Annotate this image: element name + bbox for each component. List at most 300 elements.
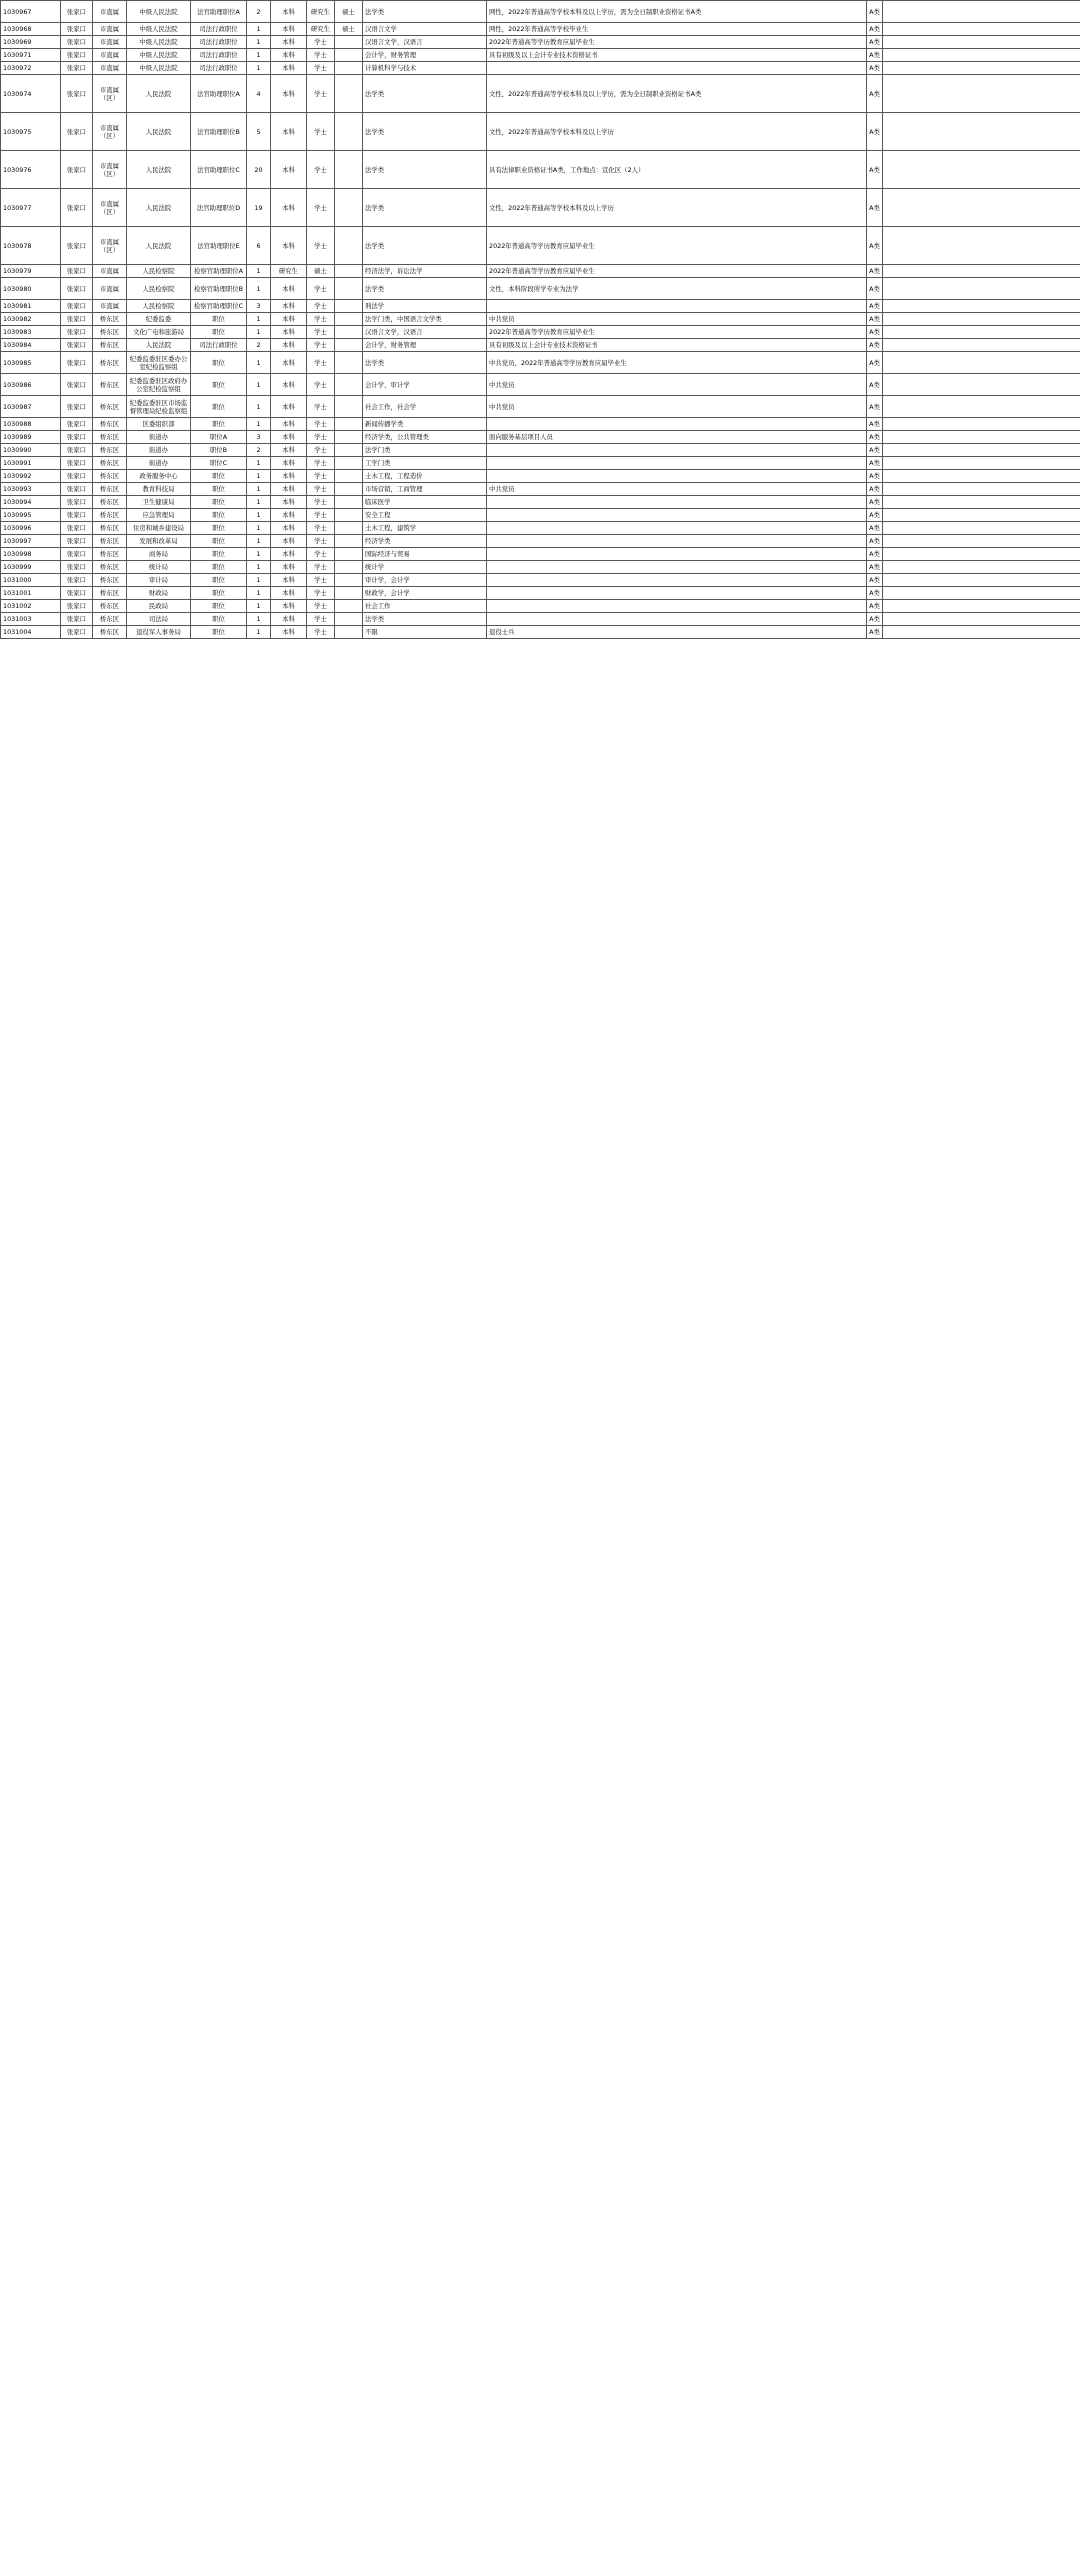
- table-cell: [335, 522, 363, 535]
- table-cell-empty: [883, 626, 1080, 639]
- table-cell: 桥东区: [93, 374, 127, 396]
- table-cell: 1031000: [1, 574, 61, 587]
- table-cell: 文化广电和旅游局: [127, 326, 191, 339]
- table-cell: 司法局: [127, 613, 191, 626]
- table-cell: 1: [247, 326, 271, 339]
- table-cell: A类: [867, 522, 883, 535]
- table-cell: 职位: [191, 613, 247, 626]
- table-cell: 学士: [307, 75, 335, 113]
- table-cell: 本科: [271, 113, 307, 151]
- table-cell: 审计学，会计学: [363, 574, 487, 587]
- table-cell: 市直属（区）: [93, 151, 127, 189]
- table-cell: 19: [247, 189, 271, 227]
- table-cell: 社会工作: [363, 600, 487, 613]
- table-cell: 学士: [307, 600, 335, 613]
- table-cell-empty: [883, 75, 1080, 113]
- table-cell: [335, 496, 363, 509]
- table-cell: 会计学，财务管理: [363, 49, 487, 62]
- table-cell: 张家口: [61, 1, 93, 23]
- table-cell: 中级人民法院: [127, 23, 191, 36]
- table-cell: A类: [867, 62, 883, 75]
- table-cell: 1030969: [1, 36, 61, 49]
- table-cell: 人民法院: [127, 227, 191, 265]
- table-cell-empty: [883, 265, 1080, 278]
- table-cell: [487, 587, 867, 600]
- table-cell: 硕士: [335, 23, 363, 36]
- table-cell: 中共党员，2022年普通高等学历教育应届毕业生: [487, 352, 867, 374]
- table-cell: [487, 548, 867, 561]
- table-cell: 商务局: [127, 548, 191, 561]
- table-cell: A类: [867, 313, 883, 326]
- table-cell: A类: [867, 374, 883, 396]
- table-cell: [335, 313, 363, 326]
- table-cell: 纪委监委驻区市场监督管理局纪检监察组: [127, 396, 191, 418]
- table-cell: A类: [867, 151, 883, 189]
- table-cell: 张家口: [61, 561, 93, 574]
- table-cell: 张家口: [61, 189, 93, 227]
- table-cell: 1: [247, 600, 271, 613]
- table-cell: 人民检察院: [127, 265, 191, 278]
- table-cell: [487, 457, 867, 470]
- table-cell: [335, 418, 363, 431]
- table-cell: 1: [247, 509, 271, 522]
- table-cell: 本科: [271, 548, 307, 561]
- table-cell: 学士: [307, 535, 335, 548]
- table-cell: 桥东区: [93, 522, 127, 535]
- table-cell: 1: [247, 352, 271, 374]
- table-cell: 1: [247, 418, 271, 431]
- table-cell: 市直属: [93, 49, 127, 62]
- table-cell: 法官助理职位E: [191, 227, 247, 265]
- table-cell: 本科: [271, 339, 307, 352]
- table-cell: 1030987: [1, 396, 61, 418]
- table-cell: 职位: [191, 374, 247, 396]
- table-cell-empty: [883, 396, 1080, 418]
- table-cell: [487, 574, 867, 587]
- table-cell: 司法行政职位: [191, 62, 247, 75]
- table-cell: 1030968: [1, 23, 61, 36]
- table-cell: 学士: [307, 278, 335, 300]
- table-cell: 1: [247, 587, 271, 600]
- table-cell-empty: [883, 561, 1080, 574]
- table-cell: [487, 509, 867, 522]
- table-row: [1, 265, 1080, 278]
- table-cell: 法学类: [363, 1, 487, 23]
- table-cell: 发展和改革局: [127, 535, 191, 548]
- table-cell: 张家口: [61, 535, 93, 548]
- table-cell: 20: [247, 151, 271, 189]
- table-cell: 学士: [307, 352, 335, 374]
- table-cell: 司法行政职位: [191, 36, 247, 49]
- table-cell-empty: [883, 496, 1080, 509]
- table-cell: 桥东区: [93, 535, 127, 548]
- table-cell: 土木工程，工程造价: [363, 470, 487, 483]
- table-cell: 1: [247, 265, 271, 278]
- table-cell: 张家口: [61, 522, 93, 535]
- table-cell: 本科: [271, 613, 307, 626]
- table-cell: 张家口: [61, 151, 93, 189]
- table-cell: A类: [867, 265, 883, 278]
- table-cell: 桥东区: [93, 396, 127, 418]
- table-cell: 1030997: [1, 535, 61, 548]
- table-cell: 法学类: [363, 613, 487, 626]
- table-row: [1, 600, 1080, 613]
- table-cell: 张家口: [61, 278, 93, 300]
- table-cell: 桥东区: [93, 339, 127, 352]
- table-cell: 张家口: [61, 36, 93, 49]
- table-cell: 统计局: [127, 561, 191, 574]
- table-cell: [335, 265, 363, 278]
- table-cell: [335, 189, 363, 227]
- table-row: [1, 113, 1080, 151]
- table-cell-empty: [883, 352, 1080, 374]
- table-row: [1, 151, 1080, 189]
- table-cell: 街道办: [127, 431, 191, 444]
- table-cell: 桥东区: [93, 470, 127, 483]
- table-cell-empty: [883, 278, 1080, 300]
- table-cell-empty: [883, 548, 1080, 561]
- table-cell: 桥东区: [93, 574, 127, 587]
- table-cell: 张家口: [61, 483, 93, 496]
- table-cell: 张家口: [61, 626, 93, 639]
- table-cell: 中级人民法院: [127, 62, 191, 75]
- table-cell: 5: [247, 113, 271, 151]
- table-cell: 1031001: [1, 587, 61, 600]
- table-cell: 人民检察院: [127, 278, 191, 300]
- table-cell: 法官助理职位B: [191, 113, 247, 151]
- table-cell: 学士: [307, 113, 335, 151]
- table-row: [1, 483, 1080, 496]
- table-cell: 1030976: [1, 151, 61, 189]
- table-cell: 网性，2022年普通高等学校毕业生: [487, 23, 867, 36]
- table-cell: 会计学，财务管理: [363, 339, 487, 352]
- table-cell: 法官助理职位C: [191, 151, 247, 189]
- table-cell: [335, 151, 363, 189]
- table-cell: 中共党员: [487, 396, 867, 418]
- table-cell: A类: [867, 36, 883, 49]
- table-cell: 1: [247, 613, 271, 626]
- table-row: [1, 535, 1080, 548]
- table-cell: 人民法院: [127, 189, 191, 227]
- table-cell: 1: [247, 626, 271, 639]
- table-row: [1, 522, 1080, 535]
- table-cell: [335, 113, 363, 151]
- table-cell-empty: [883, 1, 1080, 23]
- table-body: [1, 1, 1080, 639]
- table-cell: 学士: [307, 509, 335, 522]
- table-cell-empty: [883, 522, 1080, 535]
- table-cell: 桥东区: [93, 587, 127, 600]
- table-cell: 具有初级及以上会计专业技术资格证书: [487, 339, 867, 352]
- table-cell: 学士: [307, 457, 335, 470]
- table-cell: 不限: [363, 626, 487, 639]
- table-row: [1, 626, 1080, 639]
- table-cell: 本科: [271, 23, 307, 36]
- table-cell: 新闻传播学类: [363, 418, 487, 431]
- table-cell: 市直属（区）: [93, 189, 127, 227]
- table-cell: [487, 300, 867, 313]
- table-cell-empty: [883, 483, 1080, 496]
- table-cell: 1030991: [1, 457, 61, 470]
- table-cell-empty: [883, 600, 1080, 613]
- table-cell: 1030974: [1, 75, 61, 113]
- table-cell-empty: [883, 300, 1080, 313]
- table-row: [1, 457, 1080, 470]
- table-cell: 学士: [307, 396, 335, 418]
- table-cell: 张家口: [61, 339, 93, 352]
- table-cell: 法官助理职位A: [191, 1, 247, 23]
- table-cell: 市场营销，工商管理: [363, 483, 487, 496]
- table-cell: 文性，本科阶段所学专业为法学: [487, 278, 867, 300]
- table-cell: 职位: [191, 574, 247, 587]
- table-row: [1, 49, 1080, 62]
- table-cell: 1: [247, 62, 271, 75]
- table-cell: 中共党员: [487, 483, 867, 496]
- table-cell: 市直属: [93, 23, 127, 36]
- table-cell: [487, 470, 867, 483]
- table-cell: 1030979: [1, 265, 61, 278]
- table-cell: A类: [867, 574, 883, 587]
- table-cell: 法官助理职位D: [191, 189, 247, 227]
- table-cell: A类: [867, 600, 883, 613]
- table-cell: 法学门类，中国语言文学类: [363, 313, 487, 326]
- table-cell: [335, 75, 363, 113]
- table-cell: [335, 227, 363, 265]
- table-cell: 计算机科学与技术: [363, 62, 487, 75]
- table-cell: 学士: [307, 36, 335, 49]
- table-row: [1, 587, 1080, 600]
- table-cell: 法学类: [363, 75, 487, 113]
- table-cell: 纪委监委: [127, 313, 191, 326]
- table-cell: 1: [247, 574, 271, 587]
- table-cell: 本科: [271, 444, 307, 457]
- table-cell: 1030983: [1, 326, 61, 339]
- table-cell-empty: [883, 574, 1080, 587]
- table-cell: 本科: [271, 227, 307, 265]
- table-cell: 学士: [307, 587, 335, 600]
- table-cell: 市直属: [93, 62, 127, 75]
- table-row: [1, 496, 1080, 509]
- table-row: [1, 339, 1080, 352]
- table-row: [1, 561, 1080, 574]
- table-cell: A类: [867, 49, 883, 62]
- table-cell: A类: [867, 352, 883, 374]
- table-cell: 中级人民法院: [127, 36, 191, 49]
- table-cell: 1031002: [1, 600, 61, 613]
- table-cell: 法官助理职位A: [191, 75, 247, 113]
- table-cell: 审计局: [127, 574, 191, 587]
- table-cell: A类: [867, 496, 883, 509]
- table-cell: A类: [867, 326, 883, 339]
- table-cell: 学士: [307, 561, 335, 574]
- table-cell: A类: [867, 418, 883, 431]
- table-cell: 职位: [191, 522, 247, 535]
- table-cell: 桥东区: [93, 509, 127, 522]
- table-cell: [487, 561, 867, 574]
- table-cell: 1030967: [1, 1, 61, 23]
- table-cell: 张家口: [61, 548, 93, 561]
- table-cell: A类: [867, 561, 883, 574]
- table-cell: [335, 574, 363, 587]
- table-cell: A类: [867, 431, 883, 444]
- table-cell: 经济学类: [363, 535, 487, 548]
- table-cell: 文性，2022年普通高等学校本科及以上学历: [487, 113, 867, 151]
- table-row: [1, 352, 1080, 374]
- table-cell: [487, 613, 867, 626]
- table-row: [1, 75, 1080, 113]
- table-cell: 1030998: [1, 548, 61, 561]
- table-cell: 统计学: [363, 561, 487, 574]
- table-cell: 汉语言文学: [363, 23, 487, 36]
- table-cell: A类: [867, 626, 883, 639]
- table-cell: 法学类: [363, 151, 487, 189]
- table-cell: 1: [247, 496, 271, 509]
- table-cell: A类: [867, 189, 883, 227]
- table-cell: 职位C: [191, 457, 247, 470]
- table-cell: 本科: [271, 151, 307, 189]
- table-cell: 本科: [271, 75, 307, 113]
- table-cell: 1: [247, 36, 271, 49]
- table-cell: 本科: [271, 396, 307, 418]
- table-cell: 本科: [271, 189, 307, 227]
- table-cell: [335, 49, 363, 62]
- table-cell: 学士: [307, 189, 335, 227]
- table-cell: 1030989: [1, 431, 61, 444]
- table-cell: 本科: [271, 483, 307, 496]
- table-cell-empty: [883, 613, 1080, 626]
- table-cell: 张家口: [61, 418, 93, 431]
- table-cell: 桥东区: [93, 352, 127, 374]
- table-cell: 张家口: [61, 300, 93, 313]
- table-cell: 本科: [271, 496, 307, 509]
- table-cell: 学士: [307, 374, 335, 396]
- table-cell: 教育科技局: [127, 483, 191, 496]
- table-cell: 研究生: [271, 265, 307, 278]
- table-cell: 张家口: [61, 265, 93, 278]
- table-cell: 3: [247, 300, 271, 313]
- table-cell: 1: [247, 374, 271, 396]
- table-cell: [335, 561, 363, 574]
- table-cell: 街道办: [127, 444, 191, 457]
- table-cell: 1: [247, 457, 271, 470]
- table-cell: 张家口: [61, 470, 93, 483]
- table-cell: 1030986: [1, 374, 61, 396]
- table-cell: 职位B: [191, 444, 247, 457]
- table-cell: 张家口: [61, 49, 93, 62]
- table-cell: 学士: [307, 483, 335, 496]
- table-cell-empty: [883, 151, 1080, 189]
- table-cell: 学士: [307, 418, 335, 431]
- table-cell: A类: [867, 278, 883, 300]
- table-cell: 本科: [271, 374, 307, 396]
- table-cell: 学士: [307, 522, 335, 535]
- table-cell: [335, 600, 363, 613]
- table-cell: A类: [867, 300, 883, 313]
- table-cell: 人民法院: [127, 151, 191, 189]
- table-cell: 2022年普通高等学历教育应届毕业生: [487, 265, 867, 278]
- table-cell: A类: [867, 339, 883, 352]
- table-cell: 张家口: [61, 613, 93, 626]
- table-row: [1, 326, 1080, 339]
- table-row: [1, 227, 1080, 265]
- table-cell: [487, 496, 867, 509]
- table-cell: 1030981: [1, 300, 61, 313]
- table-cell-empty: [883, 374, 1080, 396]
- table-row: [1, 1, 1080, 23]
- table-cell: 职位: [191, 326, 247, 339]
- table-cell: 2: [247, 339, 271, 352]
- table-cell: 人民法院: [127, 75, 191, 113]
- table-cell: 1: [247, 548, 271, 561]
- table-cell: 本科: [271, 600, 307, 613]
- table-cell: 本科: [271, 278, 307, 300]
- table-cell: 1030977: [1, 189, 61, 227]
- table-cell: 刑法学: [363, 300, 487, 313]
- table-row: [1, 313, 1080, 326]
- table-cell: A类: [867, 444, 883, 457]
- table-cell: [335, 374, 363, 396]
- table-cell: 4: [247, 75, 271, 113]
- table-cell: 1: [247, 470, 271, 483]
- table-cell: 张家口: [61, 444, 93, 457]
- table-cell: 桥东区: [93, 600, 127, 613]
- table-cell-empty: [883, 113, 1080, 151]
- table-cell: [335, 548, 363, 561]
- table-cell-empty: [883, 431, 1080, 444]
- table-cell: 1: [247, 49, 271, 62]
- table-cell: 1: [247, 522, 271, 535]
- table-cell: [335, 352, 363, 374]
- table-cell: 1030984: [1, 339, 61, 352]
- table-cell: 司法行政职位: [191, 339, 247, 352]
- table-cell: 法学类: [363, 278, 487, 300]
- table-cell: 张家口: [61, 352, 93, 374]
- table-cell: 本科: [271, 1, 307, 23]
- table-cell: 政务服务中心: [127, 470, 191, 483]
- table-cell-empty: [883, 49, 1080, 62]
- table-cell: 经济法学，诉讼法学: [363, 265, 487, 278]
- recruitment-table: [0, 0, 1080, 639]
- table-cell: 本科: [271, 313, 307, 326]
- table-cell: 张家口: [61, 496, 93, 509]
- table-row: [1, 62, 1080, 75]
- table-cell: 职位: [191, 561, 247, 574]
- table-cell: 法学门类: [363, 444, 487, 457]
- table-cell: 研究生: [307, 23, 335, 36]
- table-cell: 财政学，会计学: [363, 587, 487, 600]
- table-cell: 桥东区: [93, 431, 127, 444]
- table-row: [1, 278, 1080, 300]
- table-cell: 市直属（区）: [93, 75, 127, 113]
- table-cell: 人民法院: [127, 113, 191, 151]
- table-row: [1, 509, 1080, 522]
- table-cell: 学士: [307, 613, 335, 626]
- table-cell: [335, 587, 363, 600]
- table-cell: [487, 418, 867, 431]
- table-cell: 1030985: [1, 352, 61, 374]
- table-cell: 应急管理局: [127, 509, 191, 522]
- table-cell: 职位: [191, 509, 247, 522]
- table-cell: 本科: [271, 574, 307, 587]
- table-cell: 检察官助理职位A: [191, 265, 247, 278]
- table-cell-empty: [883, 313, 1080, 326]
- table-cell: 人民检察院: [127, 300, 191, 313]
- table-cell: 市直属（区）: [93, 227, 127, 265]
- table-cell: 1030995: [1, 509, 61, 522]
- table-cell: 1030971: [1, 49, 61, 62]
- table-cell: 硕士: [307, 265, 335, 278]
- table-cell: 本科: [271, 457, 307, 470]
